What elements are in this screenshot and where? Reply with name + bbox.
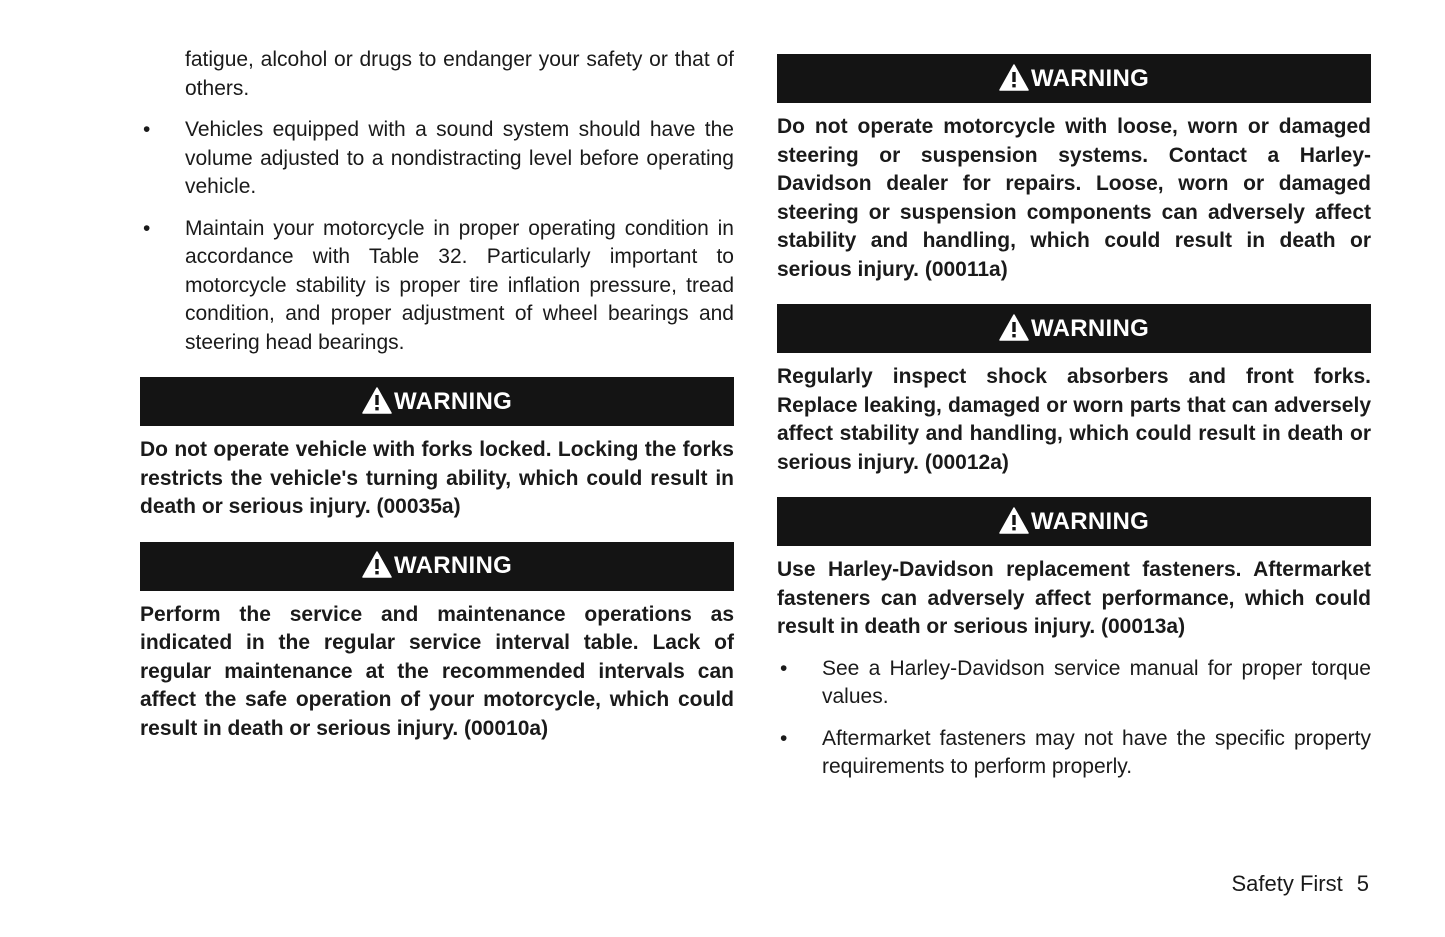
bullet-text: Maintain your motorcycle in proper operating condition in accordance with Table 32. Particularly important to motorcycle stability is proper tire inflation pressure, tread condition, and proper adjustment of wheel bearings and steering head bearings. — [185, 216, 734, 354]
warning-triangle-icon — [999, 507, 1029, 534]
warning-block — [777, 497, 1371, 642]
warning-triangle-icon — [999, 314, 1029, 341]
bullet-icon: • — [143, 216, 151, 240]
page-footer — [1232, 871, 1370, 897]
warning-triangle-icon — [362, 387, 392, 414]
warning-triangle-icon — [999, 64, 1029, 91]
warning-label: WARNING — [393, 387, 513, 415]
bullet-text: Aftermarket fasteners may not have the specific property requirements to perform properly. — [822, 726, 1371, 778]
list-item — [777, 725, 1371, 782]
warning-block — [777, 54, 1371, 284]
warning-header — [140, 542, 734, 591]
bullet-text: Vehicles equipped with a sound system should have the volume adjusted to a nondistracting level before operating vehicle. — [185, 118, 734, 198]
warning-label: WARNING — [1030, 314, 1150, 342]
right-column — [777, 54, 1371, 782]
warning-text: Use Harley-Davidson replacement fasteners. Aftermarket fasteners can adversely affect performance, which could result in death or serious injury. (00013a) — [777, 558, 1371, 638]
warning-text: Do not operate motorcycle with loose, worn or damaged steering or suspension systems. Contact a Harley-Davidson dealer for repairs. Loose, worn or damaged steering or suspension components can adversely affect stability and handling, which could result in death or serious injury. (00011a) — [777, 115, 1371, 281]
warning-label: WARNING — [393, 552, 513, 579]
warning-block — [140, 542, 734, 744]
bullet-icon: • — [143, 118, 151, 141]
list-item — [140, 215, 734, 358]
warning-triangle-icon — [362, 551, 392, 578]
warning-header — [140, 377, 734, 426]
warning-header — [777, 304, 1371, 353]
warning-label: WARNING — [1030, 507, 1150, 535]
bullet-icon: • — [780, 726, 788, 750]
bullet-text: See a Harley-Davidson service manual for proper torque values. — [822, 656, 1371, 708]
list-item — [140, 116, 734, 202]
warning-block — [777, 304, 1371, 477]
left-column — [140, 46, 734, 743]
page-number: 5 — [1356, 871, 1369, 896]
bullet-icon: • — [780, 656, 788, 680]
warning-block — [140, 377, 734, 522]
warning-header — [777, 497, 1371, 546]
warning-header — [777, 54, 1371, 103]
warning-text: Perform the service and maintenance operations as indicated in the regular service interval table. Lack of regular maintenance at the recommended intervals can affect the safe operation of your motorcycle, which could result in death or serious injury. (00010a) — [140, 602, 734, 740]
warning-text: Regularly inspect shock absorbers and front forks. Replace leaking, damaged or worn parts that can adversely affect stability and handling, which could result in death or serious injury. (00012a) — [777, 365, 1371, 474]
list-item — [777, 655, 1371, 712]
warning-label: WARNING — [1030, 64, 1150, 92]
footer-section-title: Safety First — [1231, 871, 1343, 896]
warning-text: Do not operate vehicle with forks locked. Locking the forks restricts the vehicle's turning ability, which could result in death or serious injury. (00035a) — [140, 438, 734, 518]
continuation-text: fatigue, alcohol or drugs to endanger your safety or that of others. — [185, 48, 734, 100]
